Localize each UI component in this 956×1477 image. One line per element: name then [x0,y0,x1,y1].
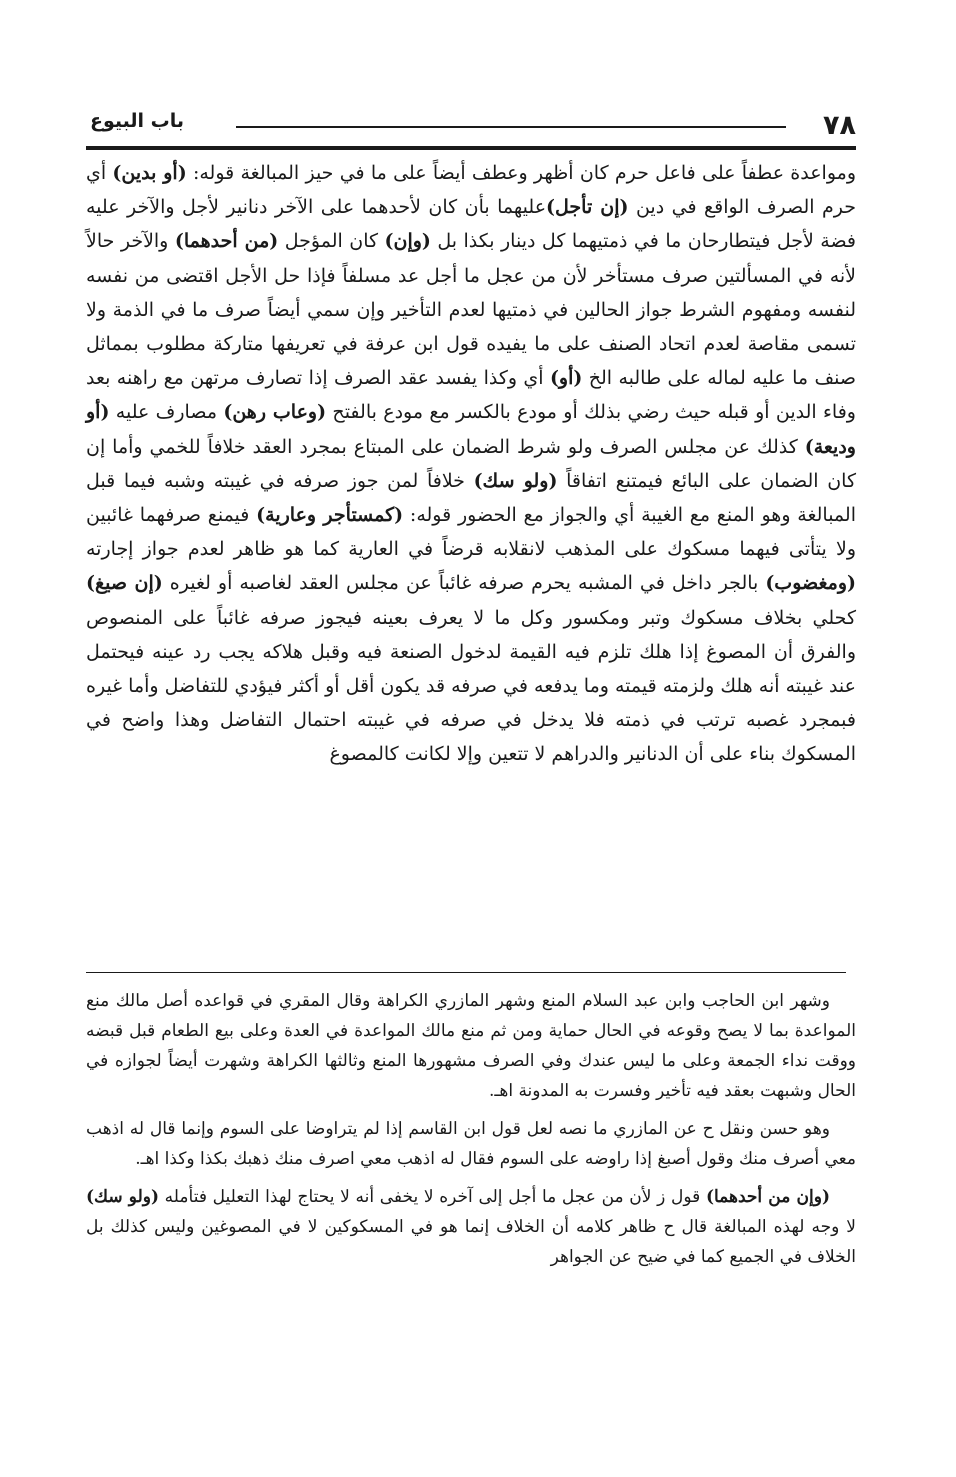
header-rule [236,126,786,128]
footnote-separator [86,972,846,973]
footnotes [86,986,856,1280]
page-header [86,108,856,148]
text-run: أي وكذا يفسد عقد الصرف إذا تصارف مرتهن مع راهنه بعد وفاء الدين أو قبله حيث رضي بذلك أو مودع بالكسر مع مودع بالفتح [86,367,856,424]
bold-term: (إن تأجل) [546,196,629,219]
bold-term: (كمستأجر وعارية) [256,504,404,527]
bold-term: (أو وديعة) [86,401,856,458]
text-run: قول ز لأن من عجل ما أجل إلى آخره لا يخفى أنه لا يحتاج لهذا التعليل فتأمله [159,1187,706,1207]
bold-term: (وعاب رهن) [223,401,327,424]
bold-term: (ولو سك) [86,1187,160,1207]
header-thick-rule [86,146,856,150]
bold-term: (أو) [549,367,583,390]
text-run: بالجر داخل في المشبه يحرم صرفه غائباً عن مجلس العقد لغاصبه أو لغيره [162,572,766,595]
text-run: مصارف عليه [109,401,224,424]
bold-term: (من أحدهما) [174,230,279,253]
main-text [86,156,856,772]
page-number: ٧٨ [823,110,856,141]
main-paragraph [86,156,856,772]
text-run: كذلك عن مجلس الصرف ولو شرط الضمان على المبتاع بمجرد العقد خلافاً للخمي وأما إن كان الضمان على البائع فيمتنع اتفاقاً [86,435,856,492]
text-run: لا وجه لهذه المبالغة قال ح ظاهر كلامه أن الخلاف إنما هو في المسكوكين لا في المصوغين وليس كذلك بل الخلاف في الجميع كما في ضيح عن الجواهر [86,1217,856,1267]
text-run: أي حرم الصرف الواقع في دين [86,162,856,219]
text-run: وشهر ابن الحاجب وابن عبد السلام المنع وشهر المازري الكراهة وقال المقري في قواعده أصل مالك منع المواعدة بما لا يصح وقوعه في الحال حماية ومن ثم منع مالك المواعدة في العدة وعلى بيع الطعام قبل قبضه ووقت نداء الجمعة وعلى ما ليس عندك وفي الصرف مشهورها المنع وثالثها الكراهة وشهرت أيضاً لجوازه في الحال وشبهت بعقد فيه تأخير وفسرت به المدونة اهـ. [86,991,856,1101]
text-run: فيمنع صرفهما غائبين ولا يتأتى فيهما مسكوك على المذهب لانقلابه قرضاً في العارية كما هو ظاهر لعدم جواز إجارته [86,504,856,561]
text-run: عليهما بأن كان لأحدهما على الآخر دنانير لأجل والآخر عليه فضة لأجل فيتطارحان ما في ذمتيهما كل دينار بكذا بل [86,196,856,253]
text-run: كان المؤجل [278,230,385,253]
footnote-paragraph [86,986,856,1106]
text-run: خلافاً لمن جوز صرفه في غيبته وشبه فيما قبل المبالغة وهو المنع مع الغيبة أي والجواز مع الحضور قوله: [86,469,856,527]
footnote-paragraph [86,1182,856,1272]
bold-term: (أو بدين) [112,162,187,184]
text-run: والآخر حالاً لأنه في المسألتين صرف مستأخر لأن من عجل ما أجل عد مسلفاً فإذا حل الأجل اقتضى من نفسه لنفسه ومفهوم الشرط جواز الحالين في ذمتيها لعدم التأخير وإن سمي أيضاً صرف ما في الذمة ولا تسمى مقاصة لعدم اتحاد الصنف على ما يفيده قول ابن عرفة في تعريفها متاركة مطلوب بمماثل صنف ما عليه لماله على طالبه الخ [86,230,856,390]
bold-term: (إن صيغ) [86,572,163,595]
bold-term: (وإن) [384,230,431,253]
bold-term: (ومغضوب) [765,572,856,595]
chapter-title: باب البيوع [90,110,185,132]
text-run: ومواعدة عطفاً على فاعل حرم كان أظهر وعطف أيضاً على ما في حيز المبالغة قوله: [186,162,856,184]
bold-term: (ولو سك) [473,469,558,492]
bold-term: (وإن من أحدهما) [705,1187,830,1207]
footnote-paragraph [86,1114,856,1174]
text-run: وهو حسن ونقل ح عن المازري ما نصه لعل قول ابن القاسم إذا لم يتراوضا على السوم وإنما قال له اذهب معي أصرف منك وقول أصبغ إذا راوضه على السوم فقال له اذهب معي اصرف منك ذهبك بكذا وكذا اهـ. [86,1119,856,1169]
text-run: كحلي بخلاف مسكوك وتبر ومكسور وكل ما لا يعرف بعينه فيجوز صرفه غائباً على المنصوص والفرق أن المصوغ إذا هلك تلزم فيه القيمة لدخول الصنعة فيه وقبل هلاكه يجب رد عينه فيحتمل عند غيبته أنه هلك ولزمته قيمته وما يدفعه في صرفه قد يكون أقل أو أكثر فيؤدي للتفاضل وأما غيره فبمجرد غصبه ترتب في ذمته فلا يدخل في صرفه في غيبته احتمال التفاضل وهذا واضح في المسكوك بناء على أن الدنانير والدراهم لا تتعين وإلا لكانت كالمصوغ [86,606,856,766]
